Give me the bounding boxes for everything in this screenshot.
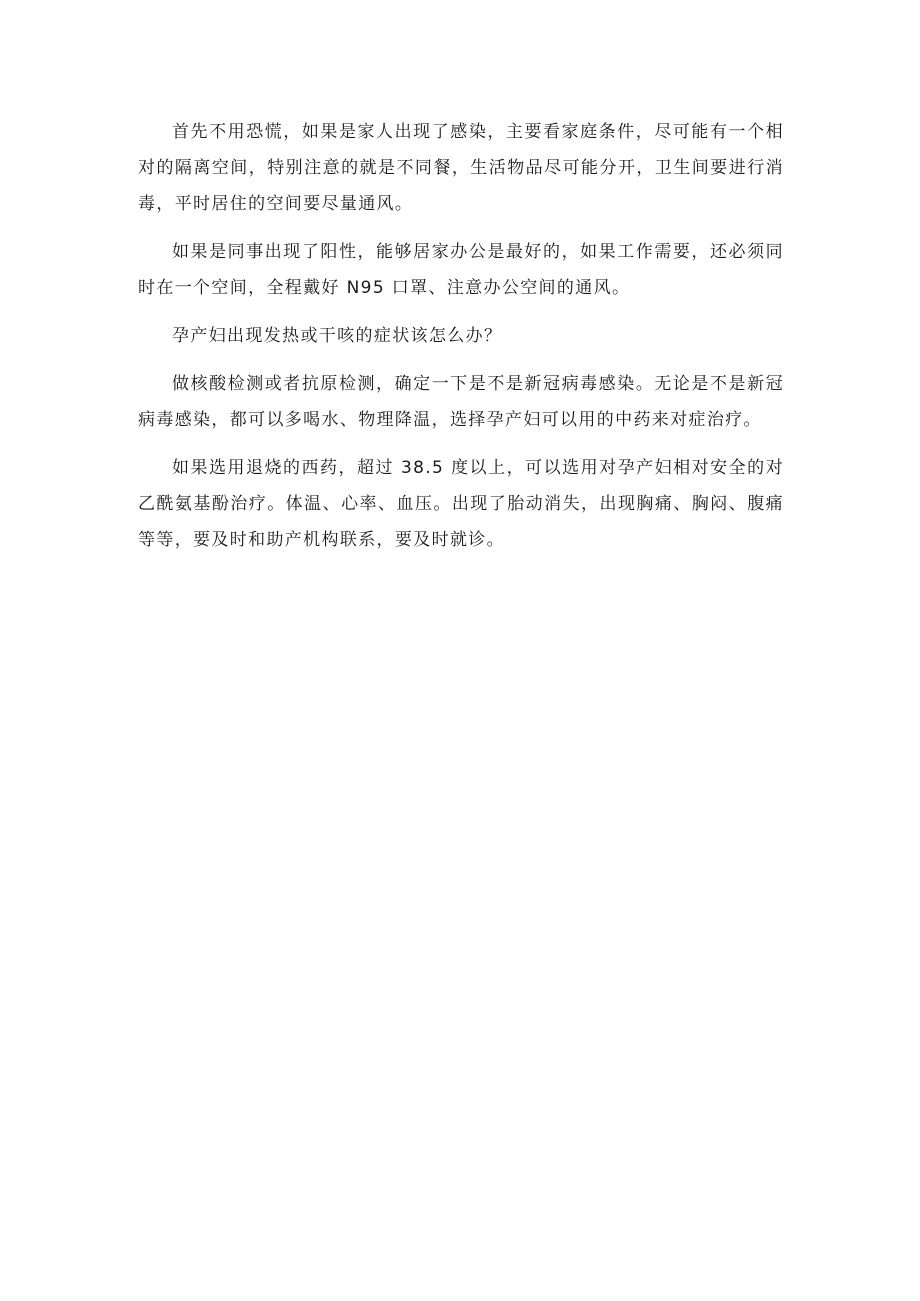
- paragraph-testing-advice: 做核酸检测或者抗原检测，确定一下是不是新冠病毒感染。无论是不是新冠病毒感染，都可以多喝水、物理降温，选择孕产妇可以用的中药来对症治疗。: [138, 374, 784, 430]
- paragraph-pregnant-question: 孕产妇出现发热或干咳的症状该怎么办？: [172, 326, 503, 346]
- paragraph-colleague-positive: 如果是同事出现了阳性，能够居家办公是最好的，如果工作需要，还必须同时在一个空间，全程戴好 N95 口罩、注意办公空间的通风。: [138, 242, 784, 298]
- paragraph-fever-medication: 如果选用退烧的西药，超过 38.5 度以上，可以选用对孕产妇相对安全的对乙酰氨基酚治疗。体温、心率、血压。出现了胎动消失，出现胸痛、胸闷、腹痛等等，要及时和助产机构联系，要及时就诊。: [138, 458, 784, 550]
- paragraph-isolation-at-home: 首先不用恐慌，如果是家人出现了感染，主要看家庭条件，尽可能有一个相对的隔离空间，特别注意的就是不同餐，生活物品尽可能分开，卫生间要进行消毒，平时居住的空间要尽量通风。: [138, 122, 784, 214]
